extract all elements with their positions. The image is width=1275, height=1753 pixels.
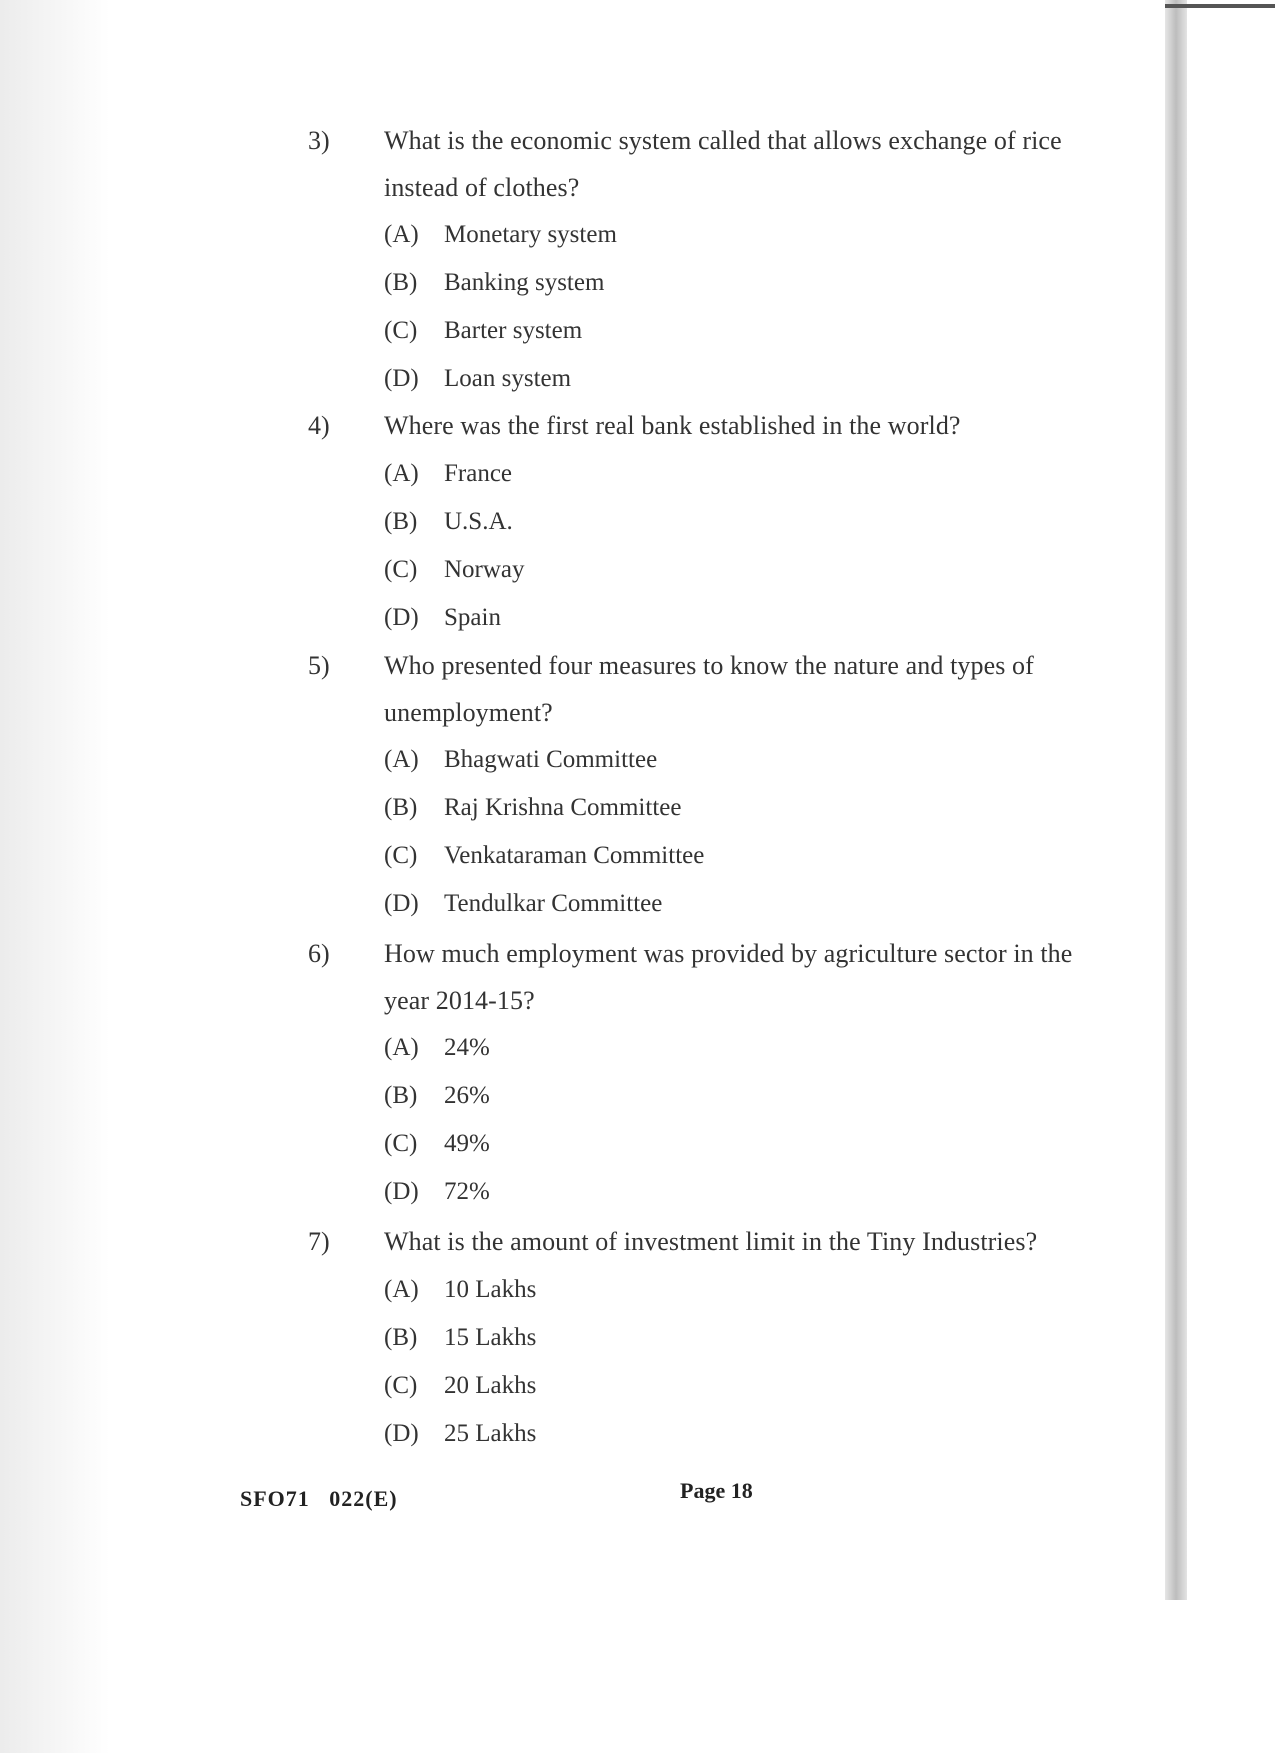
- option-c: [384, 307, 582, 355]
- option-key: (B): [384, 1324, 418, 1351]
- option-key: (C): [384, 317, 418, 344]
- option-key: (B): [384, 1082, 418, 1109]
- question-text: What is the economic system called that allows exchange of rice instead of clothes?: [384, 126, 1062, 202]
- option-c: [384, 546, 525, 594]
- option-text: Norway: [444, 556, 525, 583]
- option-text: Venkataraman Committee: [444, 842, 705, 869]
- option-key: (B): [384, 269, 418, 296]
- paper-code: SFO71 022(E): [240, 1486, 398, 1511]
- option-key: (A): [384, 1276, 419, 1303]
- option-b: [384, 498, 513, 546]
- option-d: [384, 1168, 490, 1216]
- option-key: (B): [384, 794, 418, 821]
- option-b: [384, 1314, 536, 1362]
- question-number: 6): [308, 939, 330, 968]
- option-text: Banking system: [444, 269, 605, 296]
- option-key: (A): [384, 460, 419, 487]
- question-number: 5): [308, 651, 330, 680]
- option-key: (B): [384, 508, 418, 535]
- option-key: (C): [384, 556, 418, 583]
- page-number: Page 18: [680, 1478, 753, 1503]
- option-a: [384, 736, 657, 784]
- option-key: (D): [384, 1420, 419, 1447]
- option-a: [384, 211, 617, 259]
- option-text: 72%: [444, 1178, 490, 1205]
- option-key: (D): [384, 365, 419, 392]
- option-text: Raj Krishna Committee: [444, 794, 682, 821]
- option-a: [384, 1266, 536, 1314]
- option-d: [384, 1410, 536, 1458]
- option-c: [384, 1120, 490, 1168]
- option-text: 49%: [444, 1130, 490, 1157]
- option-key: (A): [384, 221, 419, 248]
- option-text: 25 Lakhs: [444, 1420, 537, 1447]
- option-key: (A): [384, 1034, 419, 1061]
- option-text: Bhagwati Committee: [444, 746, 658, 773]
- option-b: [384, 1072, 490, 1120]
- option-text: 15 Lakhs: [444, 1324, 537, 1351]
- option-text: U.S.A.: [444, 508, 513, 535]
- scan-shadow-left: [0, 0, 110, 1753]
- option-text: France: [444, 460, 513, 487]
- option-d: [384, 880, 662, 928]
- option-text: 10 Lakhs: [444, 1276, 537, 1303]
- option-text: 24%: [444, 1034, 490, 1061]
- option-text: Barter system: [444, 317, 583, 344]
- option-key: (D): [384, 604, 419, 631]
- option-a: [384, 450, 512, 498]
- question-text: Who presented four measures to know the nature and types of unemployment?: [384, 651, 1034, 727]
- question-number: 7): [308, 1227, 330, 1256]
- question-text: How much employment was provided by agriculture sector in the year 2014-15?: [384, 939, 1073, 1015]
- option-text: Tendulkar Committee: [444, 890, 663, 917]
- option-d: [384, 355, 571, 403]
- scan-edge-line: [1165, 4, 1275, 8]
- option-a: [384, 1024, 490, 1072]
- question-text: What is the amount of investment limit in the Tiny Industries?: [384, 1227, 1038, 1256]
- option-b: [384, 259, 604, 307]
- scan-shadow-right: [1165, 0, 1187, 1600]
- option-key: (D): [384, 1178, 419, 1205]
- option-d: [384, 594, 501, 642]
- question-number: 3): [308, 126, 330, 155]
- option-c: [384, 832, 704, 880]
- option-text: 20 Lakhs: [444, 1372, 537, 1399]
- option-key: (C): [384, 842, 418, 869]
- option-text: Spain: [444, 604, 501, 631]
- option-c: [384, 1362, 536, 1410]
- question-number: 4): [308, 411, 330, 440]
- option-text: 26%: [444, 1082, 490, 1109]
- option-text: Monetary system: [444, 221, 617, 248]
- option-key: (C): [384, 1130, 418, 1157]
- question-text: Where was the first real bank established in the world?: [384, 411, 961, 440]
- option-b: [384, 784, 681, 832]
- option-key: (D): [384, 890, 419, 917]
- option-text: Loan system: [444, 365, 572, 392]
- option-key: (C): [384, 1372, 418, 1399]
- option-key: (A): [384, 746, 419, 773]
